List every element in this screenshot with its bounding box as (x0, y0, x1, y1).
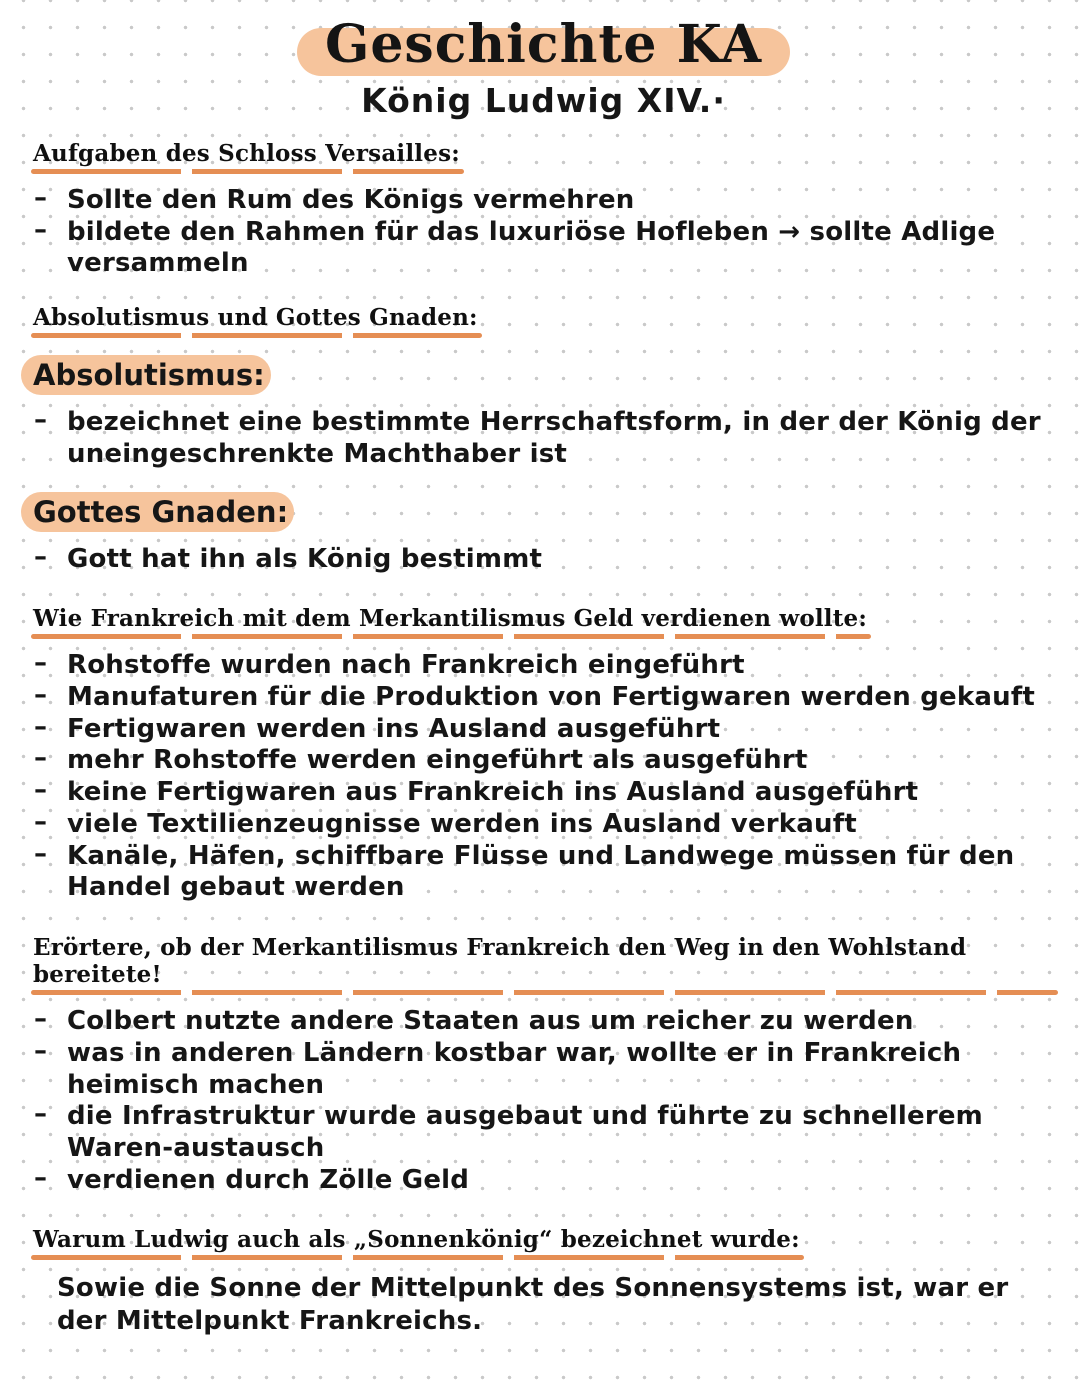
note-paragraph: Sowie die Sonne der Mittelpunkt des Sonnensystems ist, war er der Mittelpunkt Frankreichs. (57, 1273, 1009, 1336)
section-heading: Absolutismus und Gottes Gnaden: (33, 304, 478, 334)
dash-bullet: – (34, 775, 48, 806)
dash-bullet: – (34, 711, 48, 742)
dash-bullet: – (34, 648, 48, 679)
dash-bullet: – (34, 183, 48, 213)
section-merkantilismus-geld (33, 605, 1054, 904)
note-list (33, 185, 1054, 280)
note-text: Gott hat ihn als König bestimmt (67, 543, 543, 574)
section-sonnenkoenig (33, 1226, 1054, 1337)
note-list (33, 1006, 1054, 1196)
dash-bullet: – (34, 1162, 48, 1193)
section-heading: Erörtere, ob der Merkantilismus Frankreich den Weg in den Wohlstand bereitete! (33, 934, 1054, 991)
subsection-label-absolutismus (33, 358, 1054, 392)
note-text: Colbert nutzte andere Staaten aus um reicher zu werden (67, 1006, 914, 1037)
subsection-label-gottes-gnaden (33, 495, 1054, 529)
note-text: Fertigwaren werden ins Ausland ausgeführt (67, 713, 721, 744)
note-line (33, 1162, 1054, 1197)
note-text: Manufaturen für die Produktion von Fertigwaren werden gekauft (67, 682, 1035, 713)
note-line (33, 214, 1054, 280)
note-line (33, 1035, 1054, 1101)
note-line (33, 682, 1054, 714)
note-text: mehr Rohstoffe werden eingeführt als ausgeführt (67, 745, 808, 776)
note-text: keine Fertigwaren aus Frankreich ins Ausland ausgeführt (67, 777, 919, 808)
label-highlight: Gottes Gnaden: (33, 494, 289, 529)
section-eroerterung-wohlstand (33, 934, 1054, 1196)
label-highlight: Absolutismus: (33, 358, 265, 393)
page-subtitle: König Ludwig XIV.· (361, 81, 726, 120)
dash-bullet: – (34, 680, 48, 711)
dash-bullet: – (34, 743, 48, 774)
dash-bullet: – (34, 838, 48, 869)
note-line (33, 745, 1054, 777)
note-text: bildete den Rahmen für das luxuriöse Hofleben → sollte Adlige versammeln (67, 216, 996, 279)
note-text: Rohstoffe wurden nach Frankreich eingeführt (67, 650, 745, 681)
note-line (33, 806, 1054, 841)
note-text: bezeichnet eine bestimmte Herrschaftsform, in der der König der uneingeschrenkte Machthaber ist (67, 407, 1041, 469)
note-text: viele Textilienzeugnisse werden ins Ausland verkauft (67, 808, 857, 839)
section-versailles (33, 140, 1054, 280)
dash-bullet: – (34, 1099, 48, 1130)
note-text: Kanäle, Häfen, schiffbare Flüsse und Landwege müssen für den Handel gebaut werden (67, 840, 1015, 903)
note-list (33, 541, 1054, 576)
note-text: die Infrastruktur wurde ausgebaut und führte zu schnellerem Waren-austausch (67, 1101, 983, 1163)
dash-bullet: – (34, 405, 48, 436)
dash-bullet: – (34, 806, 48, 837)
section-heading: Wie Frankreich mit dem Merkantilismus Geld verdienen wollte: (33, 605, 867, 635)
note-line (33, 185, 1054, 217)
note-line (33, 711, 1054, 746)
dash-bullet: – (34, 1035, 48, 1066)
section-heading: Warum Ludwig auch als „Sonnenkönig“ bezeichnet wurde: (33, 1226, 800, 1256)
dash-bullet: – (34, 214, 48, 245)
note-line (33, 1101, 1054, 1164)
note-line (33, 1006, 1054, 1038)
note-line (33, 650, 1054, 682)
dash-bullet: – (34, 541, 48, 572)
dash-bullet: – (34, 1004, 48, 1035)
note-line (33, 838, 1054, 904)
note-text: was in anderen Ländern kostbar war, wollte er in Frankreich heimisch machen (67, 1037, 962, 1100)
note-line (33, 407, 1054, 470)
title-block (33, 14, 1054, 120)
note-text: Sollte den Rum des Königs vermehren (67, 185, 635, 215)
note-line (33, 541, 1054, 576)
page-title (33, 14, 1054, 75)
section-absolutismus-gottes-gnaden (33, 304, 1054, 575)
note-line (33, 777, 1054, 809)
title-highlight: Geschichte KA (305, 14, 782, 75)
note-text: verdienen durch Zölle Geld (67, 1164, 470, 1195)
note-list (33, 407, 1054, 470)
section-heading: Aufgaben des Schloss Versailles: (33, 140, 460, 170)
note-list (33, 650, 1054, 904)
